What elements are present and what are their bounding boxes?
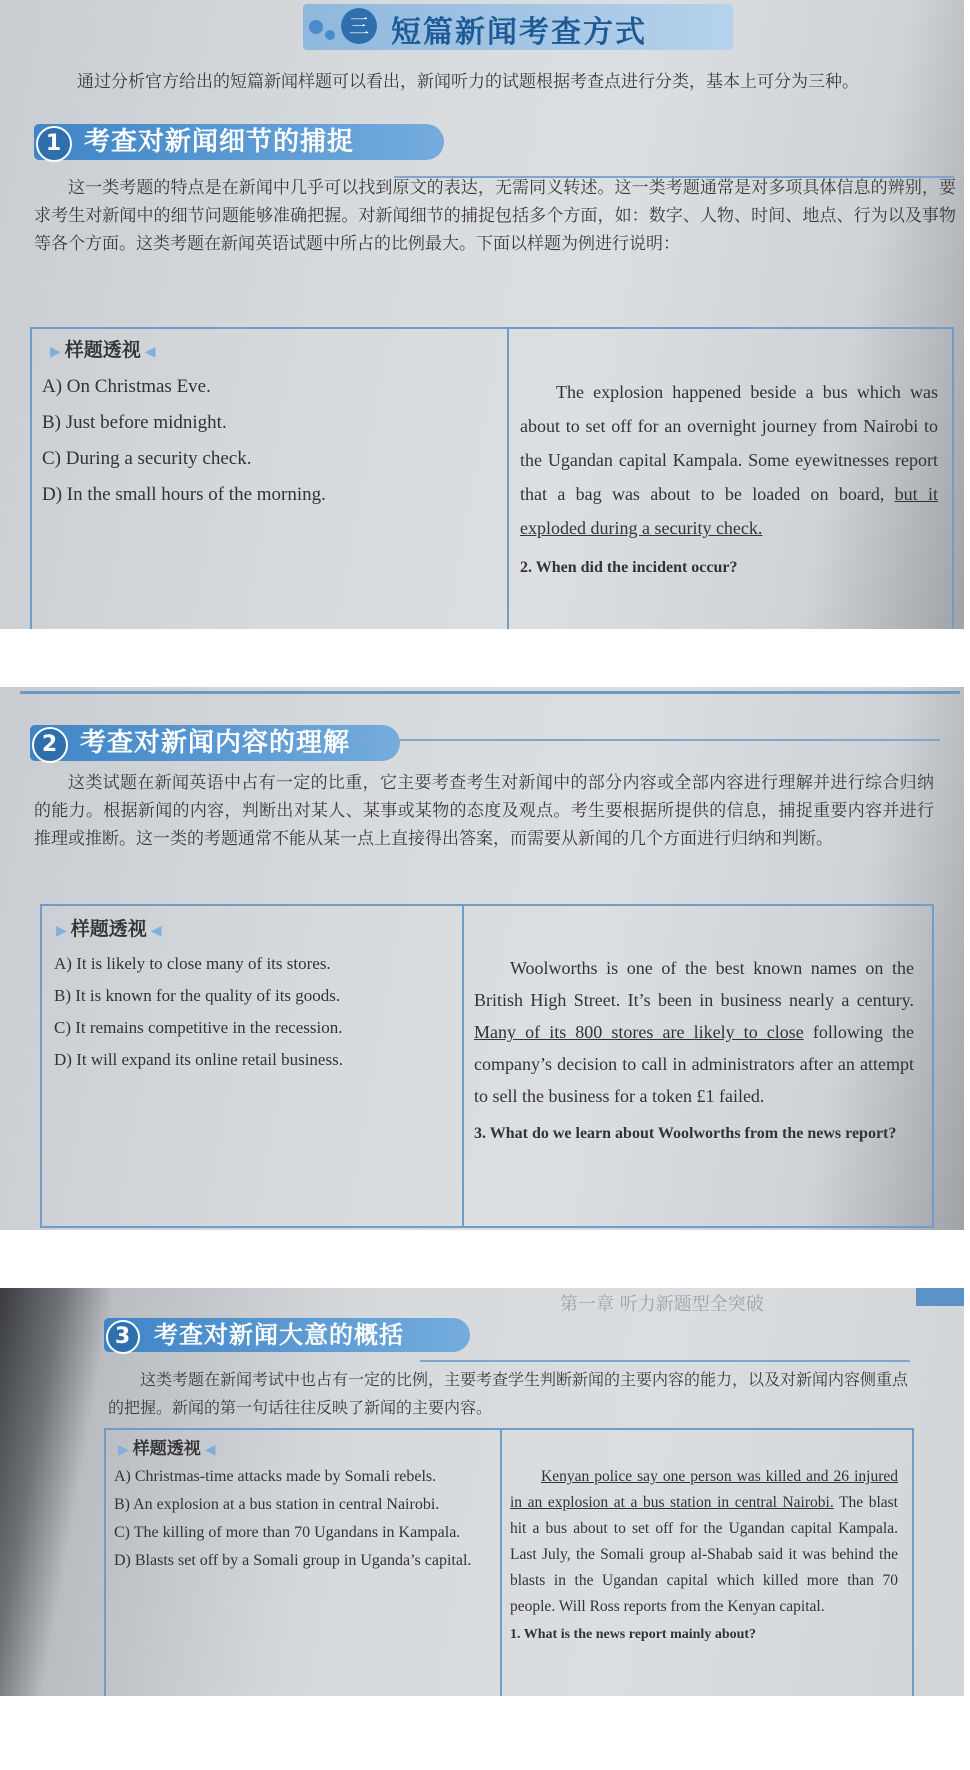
section-divider xyxy=(350,739,940,741)
question: 1. What is the news report mainly about? xyxy=(510,1627,757,1642)
section-2-heading xyxy=(30,725,400,761)
photo-page-3 xyxy=(0,1288,964,1696)
decor-dot xyxy=(325,30,335,40)
option-b[interactable]: B) Just before midnight. xyxy=(42,412,227,433)
option-d[interactable]: D) It will expand its online retail business. xyxy=(54,1050,343,1069)
options-list xyxy=(114,1464,494,1576)
option-a[interactable]: A) Christmas-time attacks made by Somali rebels. xyxy=(114,1468,437,1485)
section-1-badge: 1 xyxy=(36,126,72,162)
left-triangle-icon: ◀ xyxy=(204,1442,216,1458)
section-3-paragraph: 这类考题在新闻考试中也占有一定的比例，主要考查学生判断新闻的主要内容的能力，以及对新闻内容侧重点的把握。新闻的第一句话往往反映了新闻的主要内容。 xyxy=(108,1370,908,1417)
box-divider xyxy=(507,329,509,629)
option-c[interactable]: C) The killing of more than 70 Ugandans in Kampala. xyxy=(114,1524,461,1541)
underlined-answer: Kenyan police say one person was killed and 26 injured in an explosion at a bus station in central Nairobi. xyxy=(510,1468,898,1511)
news-text-2: Woolworths is one of the best known names on the British High Street. It’s been in business nearly a century. Many of its 800 stores are likely to close following the company’s decision to call in administrators after an attempt to sell the business for a token £1 failed. 3. What do we learn about Woolworths from the news report? xyxy=(474,952,914,1150)
photo-page-1 xyxy=(0,0,964,629)
sample-label: ▶ 样题透视 ◀ xyxy=(56,918,162,940)
title-badge: 三 xyxy=(341,8,377,44)
question: 3. What do we learn about Woolworths from the news report? xyxy=(474,1125,897,1142)
option-c[interactable]: C) During a security check. xyxy=(42,448,252,469)
page-title-banner xyxy=(303,4,733,50)
left-triangle-icon: ◀ xyxy=(144,344,156,360)
option-b[interactable]: B) An explosion at a bus station in central Nairobi. xyxy=(114,1496,440,1513)
option-b[interactable]: B) It is known for the quality of its goods. xyxy=(54,986,341,1005)
sample-box-3 xyxy=(104,1428,914,1696)
option-d[interactable]: D) In the small hours of the morning. xyxy=(42,484,326,505)
section-2-title: 考查对新闻内容的理解 xyxy=(80,728,351,758)
sample-label: ▶ 样题透视 ◀ xyxy=(118,1439,216,1459)
intro-paragraph: 通过分析官方给出的短篇新闻样题可以看出，新闻听力的试题根据考查点进行分类，基本上可分为三种。 xyxy=(77,72,859,92)
news-text-3: Kenyan police say one person was killed and 26 injured in an explosion at a bus station in central Nairobi. The blast hit a bus about to set off for the Ugandan capital Kampala. Last July, the Somali group al-Shabab said it was behind the blasts in the Ugandan capital which killed more than 70 people. Will Ross reports from the Kenyan capital. 1. What is the news report mainly about? xyxy=(510,1464,898,1648)
right-triangle-icon: ▶ xyxy=(56,923,67,939)
section-3-heading xyxy=(104,1318,470,1352)
underlined-answer: Many of its 800 stores are likely to close xyxy=(474,1022,804,1042)
section-2-paragraph: 这类试题在新闻英语中占有一定的比重，它主要考查考生对新闻中的部分内容或全部内容进行理解并进行综合归纳的能力。根据新闻的内容，判断出对某人、某事或某物的态度及观点。考生要根据所提供的信息，捕捉重要内容并进行推理或推断。这一类的考题通常不能从某一点上直接得出答案，而需要从新闻的几个方面进行归纳和判断。 xyxy=(34,773,934,849)
right-triangle-icon: ▶ xyxy=(50,344,61,360)
option-a[interactable]: A) It is likely to close many of its stores. xyxy=(54,954,331,973)
right-triangle-icon: ▶ xyxy=(118,1442,129,1458)
chapter-header-fragment: 第一章 听力新题型全突破 xyxy=(560,1294,764,1315)
chapter-tab xyxy=(916,1288,964,1306)
section-2-badge: 2 xyxy=(32,727,68,763)
section-3-badge: 3 xyxy=(106,1320,140,1354)
section-divider xyxy=(420,1360,910,1362)
box-divider xyxy=(462,906,464,1226)
top-rule xyxy=(20,691,960,694)
page-title: 短篇新闻考查方式 xyxy=(391,15,647,50)
left-triangle-icon: ◀ xyxy=(150,923,162,939)
sample-box-2 xyxy=(40,904,934,1228)
sample-box-1 xyxy=(30,327,954,629)
option-d[interactable]: D) Blasts set off by a Somali group in Uganda’s capital. xyxy=(114,1552,472,1569)
sample-label: ▶ 样题透视 ◀ xyxy=(50,339,156,361)
section-1-paragraph: 这一类考题的特点是在新闻中几乎可以找到原文的表达，无需同义转述。这一类考题通常是对多项具体信息的辨别，要求考生对新闻中的细节问题能够准确把握。对新闻细节的捕捉包括多个方面，如：数字、人物、时间、地点、行为以及事物等各个方面。这类考题在新闻英语试题中所占的比例最大。下面以样题为例进行说明： xyxy=(34,178,956,254)
option-a[interactable]: A) On Christmas Eve. xyxy=(42,376,211,397)
box-divider xyxy=(500,1430,502,1696)
options-list xyxy=(42,373,492,517)
options-list xyxy=(54,950,454,1078)
question: 2. When did the incident occur? xyxy=(520,559,738,576)
underlined-answer: but it exploded during a security check. xyxy=(520,484,939,538)
decor-dot xyxy=(309,20,323,34)
section-1-heading xyxy=(34,124,444,160)
option-c[interactable]: C) It remains competitive in the recession. xyxy=(54,1018,343,1037)
photo-page-2 xyxy=(0,687,964,1230)
news-text-1: The explosion happened beside a bus which was about to set off for an overnight journey from Nairobi to the Ugandan capital Kampala. Some eyewitnesses report that a bag was about to be loaded on board, but it exploded during a security check. 2. When did the incident occur? xyxy=(520,375,938,585)
section-1-title: 考查对新闻细节的捕捉 xyxy=(84,127,355,157)
section-3-title: 考查对新闻大意的概括 xyxy=(154,1321,404,1349)
